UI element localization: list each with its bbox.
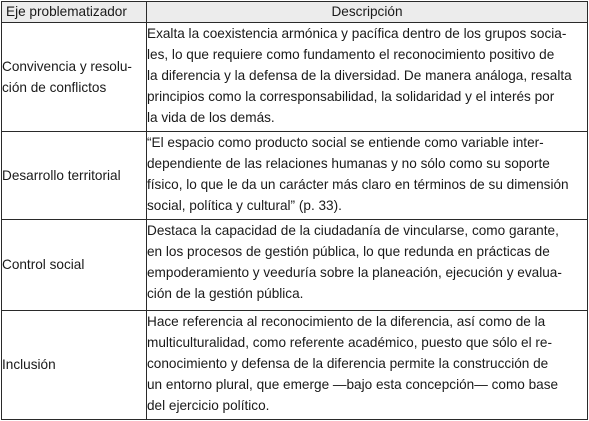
header-axis: Eje problematizador (2, 2, 147, 23)
axis-line: ción de conflictos (2, 80, 107, 96)
description-cell (147, 219, 588, 310)
description-cell (147, 132, 588, 220)
table-row (2, 23, 588, 132)
axis-cell (2, 132, 147, 220)
description-cell (147, 23, 588, 132)
description-line: social, política y cultural” (p. 33). (147, 198, 342, 214)
axis-cell (2, 310, 147, 419)
description-line: multiculturalidad, como referente académico, puesto que sólo el re- (147, 334, 553, 350)
header-description: Descripción (147, 2, 588, 23)
axis-line: Desarrollo territorial (2, 168, 121, 184)
table-row (2, 132, 588, 220)
description-line: Exalta la coexistencia armónica y pacífica dentro de los grupos socia- (147, 26, 567, 41)
description-line: Hace referencia al reconocimiento de la diferencia, así como de la (147, 313, 546, 329)
description-line: del ejercicio político. (147, 397, 270, 413)
description-cell (147, 310, 588, 419)
description-line: en los procesos de gestión pública, lo que redunda en prácticas de (147, 243, 550, 259)
axis-line: Inclusión (2, 357, 56, 373)
axis-cell (2, 23, 147, 132)
axes-table (1, 1, 588, 420)
axis-line: Convivencia y resolu- (2, 59, 132, 75)
table-row (2, 310, 588, 419)
description-line: ción de la gestión pública. (147, 285, 304, 301)
description-line: empoderamiento y veeduría sobre la planeación, ejecución y evalua- (147, 264, 562, 280)
description-line: la vida de los demás. (147, 110, 275, 125)
description-line: “El espacio como producto social se entiende como variable inter- (147, 135, 544, 151)
description-line: conocimiento y defensa de la diferencia permite la construcción de (147, 355, 549, 371)
axis-line: Control social (2, 257, 85, 273)
description-line: principios como la corresponsabilidad, la solidaridad y el interés por (147, 89, 555, 104)
description-line: físico, lo que le da un carácter más claro en términos de su dimensión (147, 177, 569, 193)
description-line: dependiente de las relaciones humanas y no sólo como su soporte (147, 156, 550, 172)
description-line: un entorno plural, que emerge —bajo esta concepción— como base (147, 376, 559, 392)
table-header-row (2, 2, 588, 23)
table-row (2, 219, 588, 310)
description-line: les, lo que requiere como fundamento el reconocimiento positivo de (147, 47, 555, 62)
description-line: Destaca la capacidad de la ciudadanía de vincularse, como garante, (147, 222, 559, 238)
description-line: la diferencia y la defensa de la diversidad. De manera análoga, resalta (147, 68, 572, 83)
axis-cell (2, 219, 147, 310)
